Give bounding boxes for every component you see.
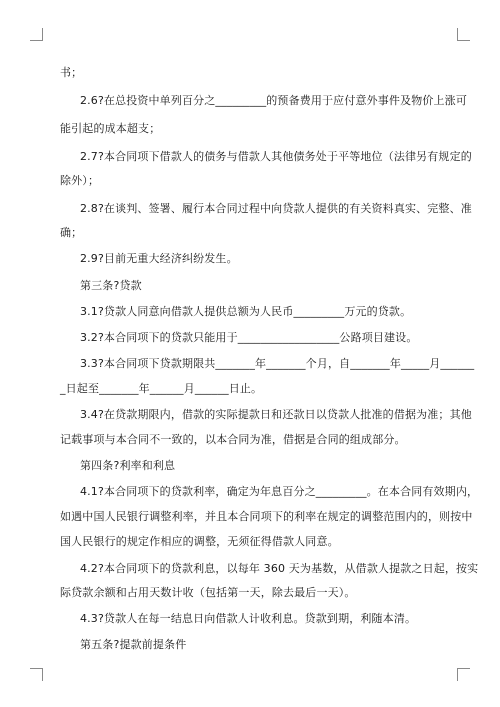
text-line: 能引起的成本超支；	[60, 122, 161, 135]
clause-3-2: 3.2?本合同项下的贷款只能用于__________________公路项目建设。	[80, 331, 418, 344]
clause-2-9: 2.9?目前无重大经济纠纷发生。	[80, 252, 238, 265]
clause-4-2: 4.2?本合同项下的贷款利息，以每年 360 天为基数，从借款人提款之日起，按实	[80, 562, 479, 575]
clause-3-1: 3.1?贷款人同意向借款人提供总额为人民币_________万元的贷款。	[80, 305, 412, 318]
clause-2-6: 2.6?在总投资中单列百分之_________的预备费用于应付意外事件及物价上涨可	[80, 94, 467, 107]
article-heading-5: 第五条?提款前提条件	[80, 638, 187, 651]
text-line: 如遇中国人民银行调整利率，并且本合同项下的利率在规定的调整范围内的，则按中	[60, 510, 473, 523]
crop-mark-bottom-right	[457, 668, 470, 681]
text-line: _日起至_______年______月______日止。	[60, 382, 263, 395]
text-line: 确；	[60, 226, 83, 239]
text-line: 际贷款余额和占用天数计收（包括第一天，除去最后一天）。	[60, 586, 356, 599]
clause-4-1: 4.1?本合同项下的贷款利率，确定为年息百分之_________。在本合同有效期内，	[80, 485, 479, 498]
clause-3-3: 3.3?本合同项下贷款期限共_______年_______个月，自_______年_____月______	[80, 357, 475, 370]
text-line: 国人民银行的规定作相应的调整，无须征得借款人同意。	[60, 535, 339, 548]
text-line: 记载事项与本合同不一致的，以本合同为准，借据是合同的组成部分。	[60, 433, 406, 446]
clause-2-8: 2.8?在谈判、签署、履行本合同过程中向贷款人提供的有关资料真实、完整、准	[80, 202, 472, 215]
text-line: 书；	[60, 66, 83, 79]
crop-mark-top-left	[30, 28, 43, 41]
crop-mark-top-right	[457, 28, 470, 41]
article-heading-4: 第四条?利率和利息	[80, 459, 176, 472]
clause-4-3: 4.3?贷款人在每一结息日向借款人计收利息。贷款到期，利随本清。	[80, 612, 417, 625]
article-heading-3: 第三条?贷款	[80, 279, 142, 292]
text-line: 除外）；	[60, 174, 100, 187]
clause-2-7: 2.7?本合同项下借款人的债务与借款人其他债务处于平等地位（法律另有规定的	[80, 150, 472, 163]
crop-mark-bottom-left	[30, 668, 43, 681]
clause-3-4: 3.4?在贷款期限内，借款的实际提款日和还款日以贷款人批准的借据为准；其他	[80, 408, 472, 421]
